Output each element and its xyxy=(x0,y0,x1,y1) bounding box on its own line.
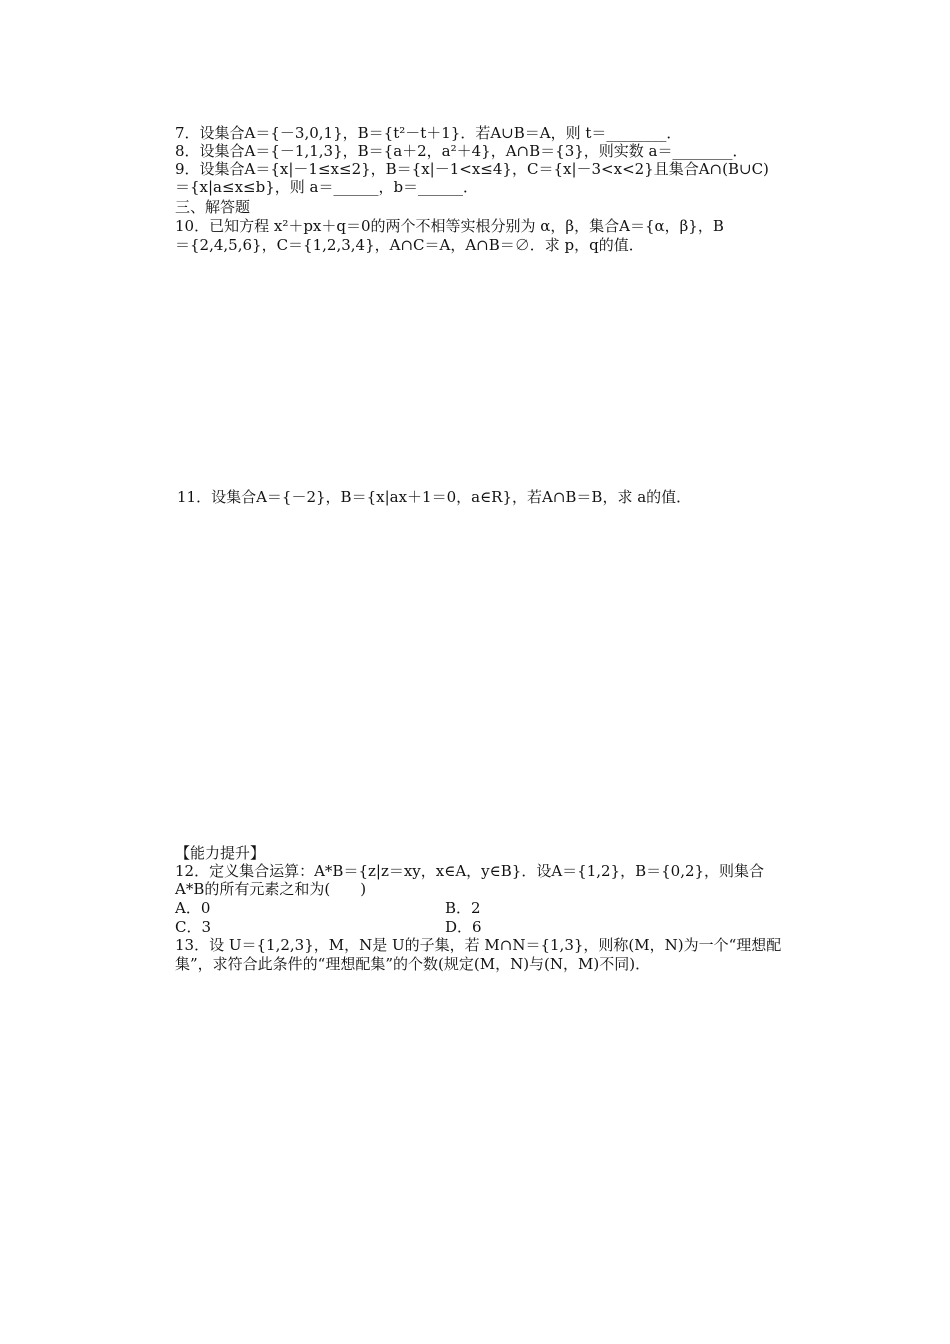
section-heading-advanced: 【能力提升】 xyxy=(175,844,266,862)
option-b: B．2 xyxy=(445,899,481,917)
question-9-line-2: ＝{x|a≤x≤b}，则 a＝______，b＝______． xyxy=(175,178,479,196)
question-13-line-1: 13．设 U＝{1,2,3}，M，N是 U的子集，若 M∩N＝{1,3}，则称(M，N)为一个“理想配 xyxy=(175,936,782,954)
question-10-line-1: 10．已知方程 x²＋px＋q＝0的两个不相等实根分别为 α，β，集合A＝{α，β}，B xyxy=(175,217,724,235)
option-c: C．3 xyxy=(175,918,212,936)
question-7: 7．设集合A＝{－3,0,1}，B＝{t²－t＋1}．若A∪B＝A，则 t＝________． xyxy=(175,124,682,142)
question-12-line-1: 12．定义集合运算：A*B＝{z|z＝xy，x∈A，y∈B}．设A＝{1,2}，B＝{0,2}，则集合 xyxy=(175,862,765,880)
option-a: A．0 xyxy=(175,899,211,917)
question-11: 11．设集合A＝{－2}，B＝{x|ax＋1＝0，a∈R}，若A∩B＝B，求 a的值． xyxy=(177,488,692,506)
question-12-line-2: A*B的所有元素之和为( ) xyxy=(175,880,367,898)
option-d: D．6 xyxy=(445,918,482,936)
question-8: 8．设集合A＝{－1,1,3}，B＝{a＋2，a²＋4}，A∩B＝{3}，则实数 a＝________． xyxy=(175,142,748,160)
question-10-line-2: ＝{2,4,5,6}，C＝{1,2,3,4}，A∩C＝A，A∩B＝∅．求 p，q的值． xyxy=(175,236,644,254)
question-13-line-2: 集”，求符合此条件的“理想配集”的个数(规定(M，N)与(N，M)不同)． xyxy=(175,955,651,973)
question-9-line-1: 9．设集合A＝{x|－1≤x≤2}，B＝{x|－1<x≤4}，C＝{x|－3<x<2}且集合A∩(B∪C) xyxy=(175,160,769,178)
section-heading-answer: 三、解答题 xyxy=(175,198,251,216)
